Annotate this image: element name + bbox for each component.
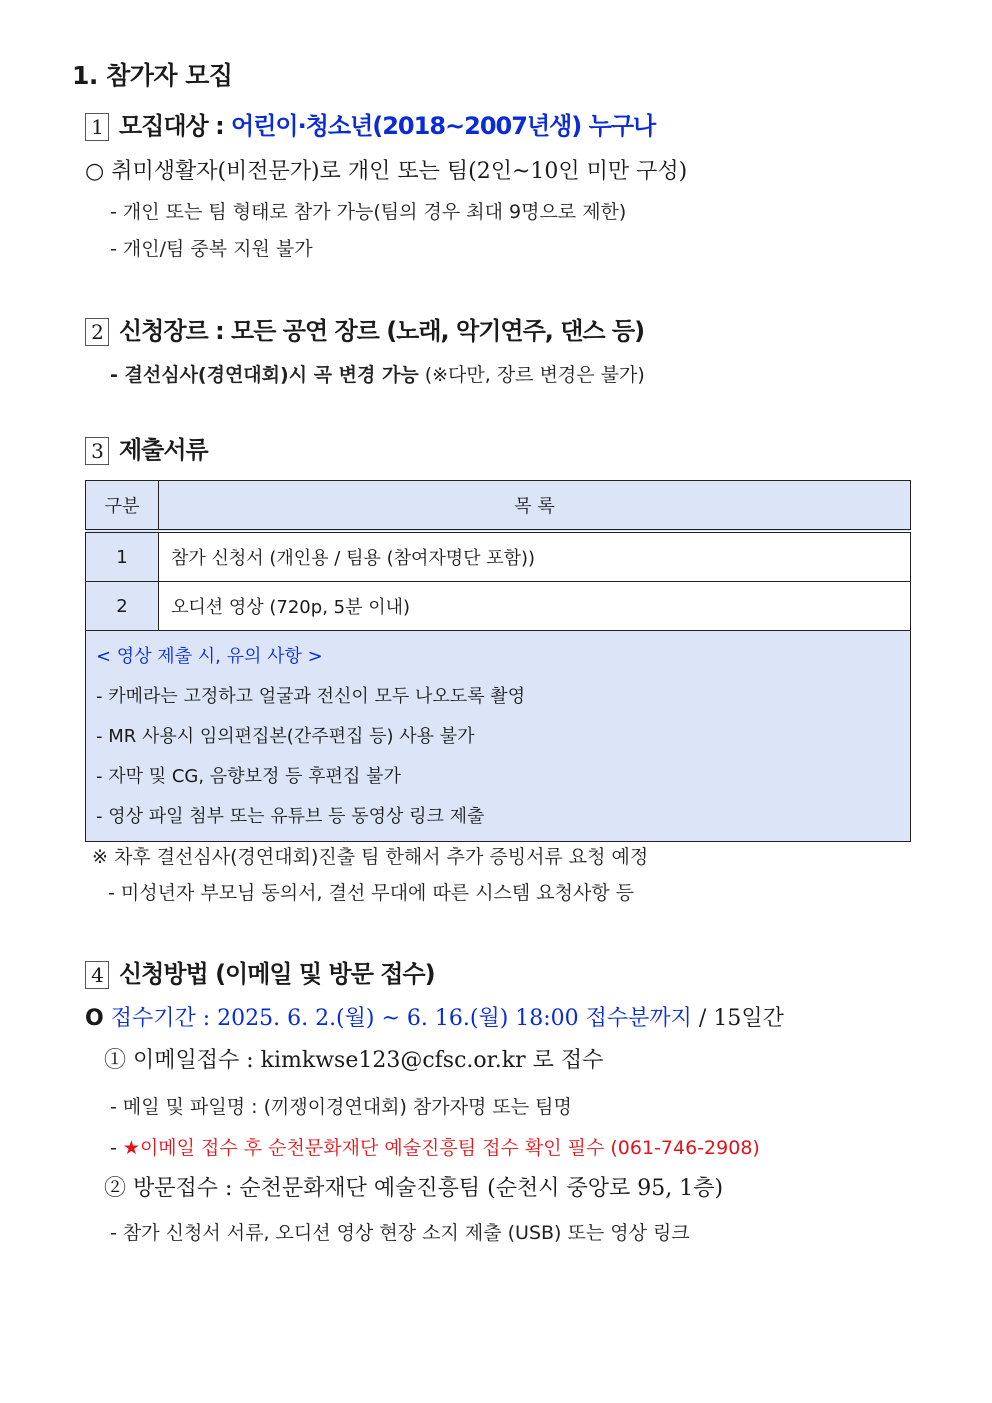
video-note-item: - 영상 파일 첨부 또는 유튜브 등 동영상 링크 제출 (96, 806, 485, 827)
section-documents (85, 430, 208, 465)
section-recruit-target (85, 106, 655, 141)
footnote-additional-docs: ※ 차후 결선심사(경연대회)진출 팀 한해서 추가 증빙서류 요청 예정 (92, 846, 649, 868)
apply-period: 접수기간 : 2025. 6. 2.(월) ~ 6. 16.(월) 18:00 접수분까지 (110, 1006, 692, 1031)
section-number-box: 2 (85, 318, 109, 346)
period-bullet: O (85, 1006, 104, 1031)
section-apply-method (85, 954, 435, 989)
row-number: 1 (86, 531, 159, 582)
section-label: 신청장르 : 모든 공연 장르 (노래, 악기연주, 댄스 등) (119, 317, 645, 345)
section-label: 모집대상 : (119, 112, 232, 140)
table-row (86, 582, 911, 631)
section-genre (85, 311, 644, 346)
video-note-item: - 자막 및 CG, 음향보정 등 후편집 불가 (96, 766, 401, 787)
table-row (86, 531, 911, 582)
genre-change-main: - 결선심사(경연대회)시 곡 변경 가능 (110, 364, 419, 386)
visit-detail-line: - 참가 신청서 서류, 오디션 영상 현장 소지 제출 (USB) 또는 영상 링크 (110, 1222, 690, 1244)
section-number-box: 1 (85, 113, 109, 141)
apply-duration: / 15일간 (691, 1006, 784, 1031)
video-notes-title: < 영상 제출 시, 유의 사항 > (96, 646, 323, 667)
team-info-line: - 개인 또는 팀 형태로 참가 가능(팀의 경우 최대 9명으로 제한) (110, 201, 627, 223)
section-number-box: 4 (85, 961, 109, 989)
section-number-box: 3 (85, 437, 109, 465)
col-header-category: 구분 (86, 481, 159, 532)
row-text: 참가 신청서 (개인용 / 팀용 (참여자명단 포함)) (159, 531, 911, 582)
email-confirm-line (110, 1133, 760, 1160)
email-confirm-warning: ★이메일 접수 후 순천문화재단 예술진흥팀 접수 확인 필수 (061-746-2908) (122, 1137, 760, 1159)
video-note-item: - 카메라는 고정하고 얼굴과 전신이 모두 나오도록 촬영 (96, 686, 526, 707)
row-number: 2 (86, 582, 159, 631)
eligibility-line: ○ 취미생활자(비전문가)로 개인 또는 팀(2인~10인 미만 구성) (85, 159, 688, 184)
documents-table (85, 480, 911, 842)
apply-period-line (85, 1001, 784, 1032)
table-header-row (86, 481, 911, 532)
genre-change-note: (※다만, 장르 변경은 불가) (418, 364, 645, 386)
section-label: 신청방법 (이메일 및 방문 접수) (119, 960, 435, 988)
video-note-item: - MR 사용시 임의편집본(간주편집 등) 사용 불가 (96, 726, 475, 747)
video-notes (86, 631, 911, 842)
email-filename-line: - 메일 및 파일명 : (끼쟁이경연대회) 참가자명 또는 팀명 (110, 1096, 572, 1118)
page-heading: 1. 참가자 모집 (72, 61, 233, 90)
email-apply-line: ① 이메일접수 : kimkwse123@cfsc.or.kr 로 접수 (104, 1048, 604, 1073)
table-note-row (86, 631, 911, 842)
section-label: 제출서류 (119, 436, 208, 464)
row-text: 오디션 영상 (720p, 5분 이내) (159, 582, 911, 631)
footnote-detail: - 미성년자 부모님 동의서, 결선 무대에 따른 시스템 요청사항 등 (108, 882, 635, 904)
target-value: 어린이·청소년(2018~2007년생) 누구나 (231, 112, 656, 140)
duplicate-line: - 개인/팀 중복 지원 불가 (110, 238, 313, 260)
dash-prefix: - (110, 1137, 123, 1159)
visit-apply-line: ② 방문접수 : 순천문화재단 예술진흥팀 (순천시 중앙로 95, 1층) (104, 1176, 724, 1201)
col-header-list: 목 록 (159, 481, 911, 532)
genre-change-line (110, 360, 645, 387)
